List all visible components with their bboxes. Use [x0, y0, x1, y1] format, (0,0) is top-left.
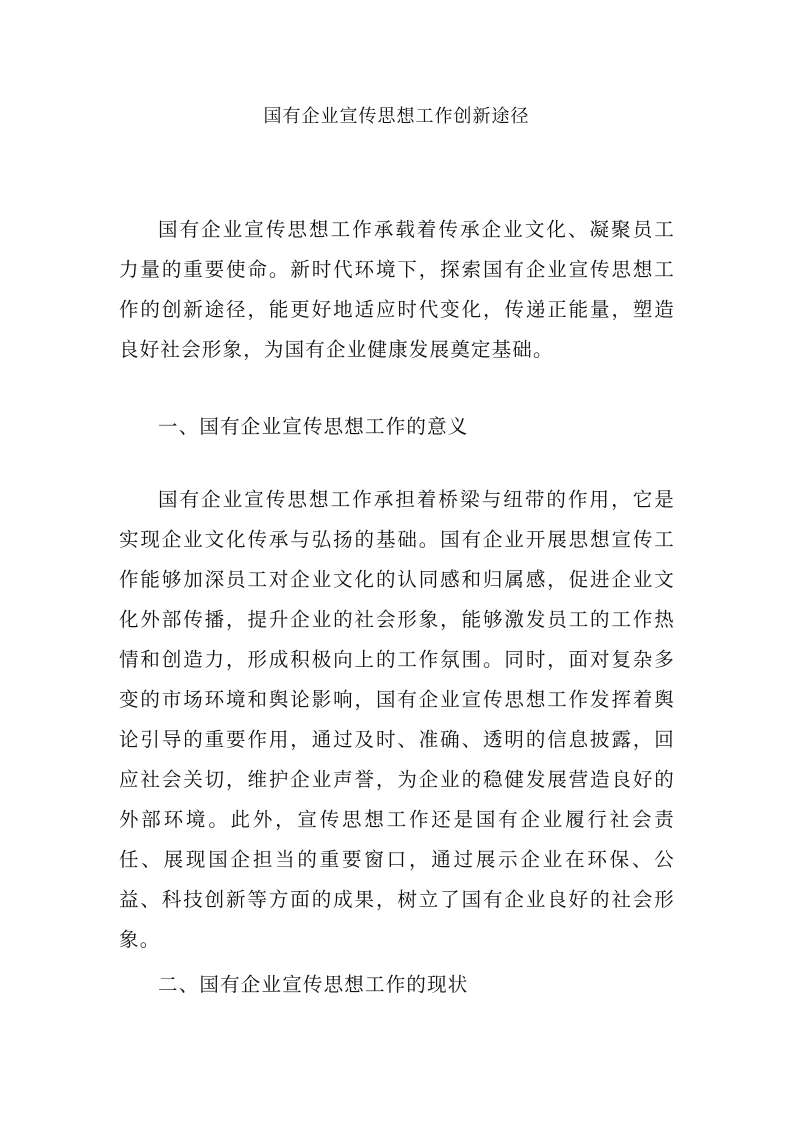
section-paragraph-significance: 国有企业宣传思想工作承担着桥梁与纽带的作用，它是实现企业文化传承与弘扬的基础。国有企业开展思想宣传工作能够加深员工对企业文化的认同感和归属感，促进企业文化外部传播，提升企业的社会形象，能够激发员工的工作热情和创造力，形成积极向上的工作氛围。同时，面对复杂多变的市场环境和舆论影响，国有企业宣传思想工作发挥着舆论引导的重要作用，通过及时、准确、透明的信息披露，回应社会关切，维护企业声誉，为企业的稳健发展营造良好的外部环境。此外，宣传思想工作还是国有企业履行社会责任、展现国企担当的重要窗口，通过展示企业在环保、公益、科技创新等方面的成果，树立了国有企业良好的社会形象。 [119, 488, 675, 951]
section-heading-status: 二、国有企业宣传思想工作的现状 [158, 973, 469, 996]
document-title: 国有企业宣传思想工作创新途径 [263, 106, 530, 127]
intro-paragraph: 国有企业宣传思想工作承载着传承企业文化、凝聚员工力量的重要使命。新时代环境下，探索国有企业宣传思想工作的创新途径，能更好地适应时代变化，传递正能量，塑造良好社会形象，为国有企业健康发展奠定基础。 [119, 218, 675, 361]
section-heading-significance: 一、国有企业宣传思想工作的意义 [158, 415, 469, 438]
